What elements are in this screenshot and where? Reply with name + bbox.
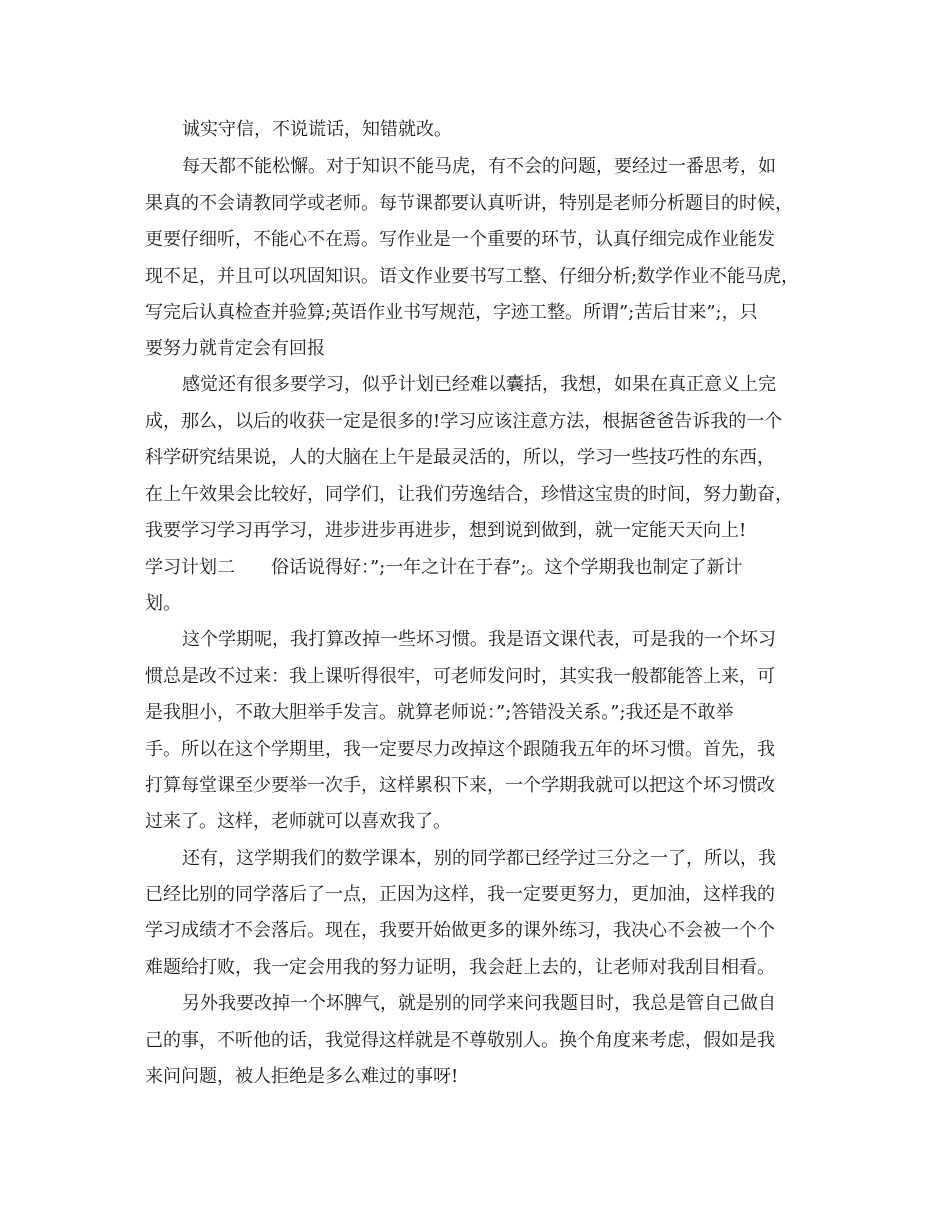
text-line: 是我胆小，不敢大胆举手发言。就算老师说：”;答错没关系。”;我还是不敢举 — [145, 702, 734, 723]
text-line: 感觉还有很多要学习，似乎计划已经难以囊括，我想，如果在真正意义上完 — [182, 374, 776, 395]
text-line: 诚实守信，不说谎话，知错就改。 — [182, 119, 452, 140]
text-line: 过来了。这样，老师就可以喜欢我了。 — [145, 811, 451, 832]
text-line: 己的事，不听他的话，我觉得这样就是不尊敬别人。换个角度来考虑，假如是我 — [145, 1030, 775, 1051]
text-line: 难题给打败，我一定会用我的努力证明，我会赶上去的，让老师对我刮目相看。 — [145, 957, 775, 978]
text-line: 还有，这学期我们的数学课本，别的同学都已经学过三分之一了，所以，我 — [182, 848, 776, 869]
text-line: 这个学期呢，我打算改掉一些坏习惯。我是语文课代表，可是我的一个坏习 — [182, 629, 776, 650]
text-line: 已经比别的同学落后了一点，正因为这样，我一定要更努力，更加油，这样我的 — [145, 884, 775, 905]
text-line: 另外我要改掉一个坏脾气，就是别的同学来问我题目时，我总是管自己做自 — [182, 993, 776, 1014]
text-line: 每天都不能松懈。对于知识不能马虎，有不会的问题，要经过一番思考，如 — [182, 156, 776, 177]
text-line: 更要仔细听，不能心不在焉。写作业是一个重要的环节，认真仔细完成作业能发 — [145, 229, 775, 250]
text-line: 科学研究结果说，人的大脑在上午是最灵活的，所以，学习一些技巧性的东西， — [145, 447, 775, 468]
text-line: 写完后认真检查并验算;英语作业书写规范，字迹工整。所谓”;苦后甘来”;，只 — [145, 302, 758, 323]
text-line: 果真的不会请教同学或老师。每节课都要认真听讲，特别是老师分析题目的时候， — [145, 193, 793, 214]
text-line: 来问问题，被人拒绝是多么难过的事呀! — [145, 1066, 459, 1087]
text-line: 现不足，并且可以巩固知识。语文作业要书写工整、仔细分析;数学作业不能马虎， — [145, 266, 800, 287]
text-line: 惯总是改不过来：我上课听得很牢，可老师发问时，其实我一般都能答上来，可 — [145, 666, 775, 687]
text-line: 学习成绩才不会落后。现在，我要开始做更多的课外练习，我决心不会被一个个 — [145, 920, 775, 941]
text-line: 成，那么，以后的收获一定是很多的!学习应该注意方法，根据爸爸告诉我的一个 — [145, 411, 783, 432]
text-line: 手。所以在这个学期里，我一定要尽力改掉这个跟随我五年的坏习惯。首先，我 — [145, 739, 775, 760]
text-line: 划。 — [145, 593, 181, 614]
text-line: 要努力就肯定会有回报 — [145, 338, 325, 359]
text-line: 我要学习学习再学习，进步进步再进步，想到说到做到，就一定能天天向上! — [145, 520, 747, 541]
text-line: 在上午效果会比较好，同学们，让我们劳逸结合，珍惜这宝贵的时间，努力勤奋， — [145, 484, 793, 505]
text-line: 打算每堂课至少要举一次手，这样累积下来，一个学期我就可以把这个坏习惯改 — [145, 775, 775, 796]
section-heading-line: 学习计划二 俗话说得好：”;一年之计在于春”;。这个学期我也制定了新计 — [145, 557, 743, 578]
